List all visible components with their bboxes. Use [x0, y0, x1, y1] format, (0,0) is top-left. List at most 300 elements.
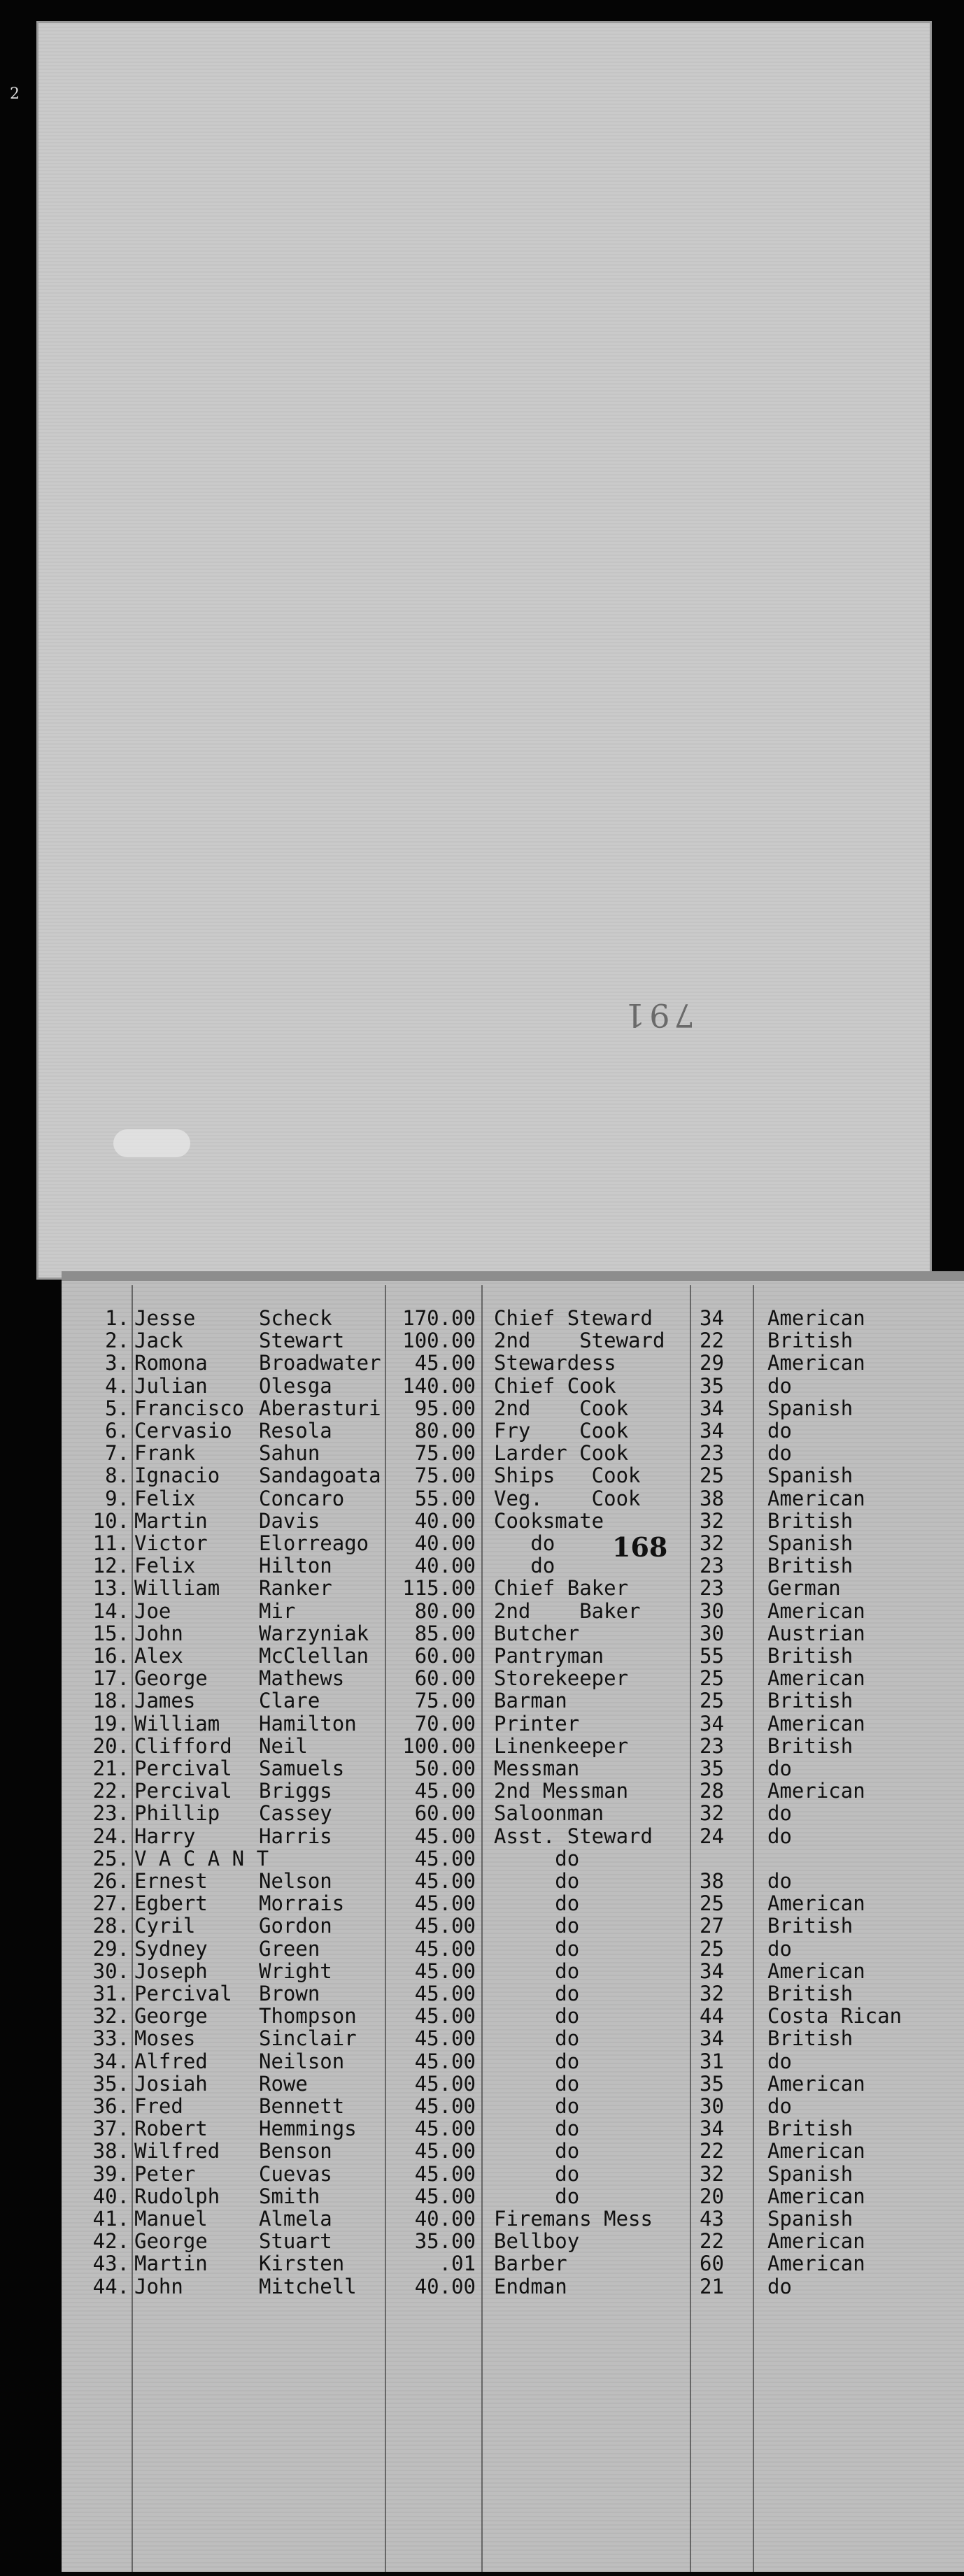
last-name-cell: McClellan — [259, 1644, 369, 1668]
wage-cell: 45.00 — [414, 1779, 476, 1803]
age-cell: 25 — [700, 1689, 724, 1713]
age-cell: 25 — [700, 1666, 724, 1691]
nationality-cell: American — [767, 1666, 865, 1691]
rating-cell: Chief Steward — [494, 1306, 653, 1330]
first-name-cell: Francisco — [134, 1396, 245, 1420]
row-number-cell: 24. — [92, 1824, 129, 1848]
wage-cell: 40.00 — [414, 1508, 476, 1533]
sheet-fold-edge — [62, 1271, 964, 1281]
rating-cell: Asst. Steward — [494, 1824, 653, 1848]
rating-cell: Cooksmate — [494, 1508, 604, 1533]
first-name-cell: Ignacio — [134, 1464, 220, 1488]
age-cell: 34 — [700, 1711, 724, 1736]
age-cell: 60 — [700, 2252, 724, 2276]
first-name-cell: Felix — [134, 1486, 196, 1510]
age-cell: 29 — [700, 1351, 724, 1375]
row-number-cell: 28. — [92, 1914, 129, 1938]
page-stamp-number: 168 — [612, 1531, 668, 1563]
wage-cell: 60.00 — [414, 1666, 476, 1691]
first-name-cell: Manuel — [134, 2207, 208, 2231]
age-cell: 30 — [700, 1598, 724, 1623]
rating-cell: Linenkeeper — [494, 1733, 629, 1758]
nationality-cell: British — [767, 2026, 853, 2051]
first-name-cell: Alex — [134, 1644, 183, 1668]
wage-cell: 45.00 — [414, 1914, 476, 1938]
rating-cell: do — [494, 1531, 555, 1555]
last-name-cell: Broadwater — [259, 1351, 381, 1375]
age-cell: 23 — [700, 1576, 724, 1601]
rating-cell: Pantryman — [494, 1644, 604, 1668]
nationality-cell: British — [767, 1689, 853, 1713]
last-name-cell: Morrais — [259, 1891, 345, 1916]
wage-cell: 170.00 — [402, 1306, 476, 1330]
age-cell: 31 — [700, 2049, 724, 2073]
last-name-cell: Sandagoata — [259, 1464, 381, 1488]
nationality-cell: do — [767, 2274, 792, 2298]
last-name-cell: Sinclair — [259, 2026, 357, 2051]
row-number-cell: 35. — [92, 2071, 129, 2096]
wage-cell: 75.00 — [414, 1689, 476, 1713]
row-number-cell: 13. — [92, 1576, 129, 1601]
column-rule — [481, 1285, 483, 2572]
first-name-cell: Percival — [134, 1756, 232, 1780]
row-number-cell: 29. — [92, 1936, 129, 1961]
folded-sheet-overlay — [36, 21, 932, 1280]
nationality-cell: American — [767, 2184, 865, 2208]
age-cell: 43 — [700, 2207, 724, 2231]
rating-cell: 2nd Steward — [494, 1329, 665, 1353]
last-name-cell: Neilson — [259, 2049, 345, 2073]
first-name-cell: Julian — [134, 1373, 208, 1398]
nationality-cell: British — [767, 2117, 853, 2141]
wage-cell: 75.00 — [414, 1464, 476, 1488]
rating-cell: do — [494, 1982, 580, 2005]
nationality-cell: British — [767, 1914, 853, 1938]
age-cell: 34 — [700, 2117, 724, 2141]
age-cell: 28 — [700, 1779, 724, 1803]
nationality-cell: British — [767, 1554, 853, 1578]
rating-cell: Barman — [494, 1689, 567, 1713]
rating-cell: Chief Cook — [494, 1373, 616, 1398]
row-number-cell: 31. — [92, 1982, 129, 2005]
rating-cell: Barber — [494, 2252, 567, 2276]
row-number-cell: 3. — [105, 1351, 129, 1375]
rating-cell: do — [494, 2049, 580, 2073]
first-name-cell: George — [134, 2004, 208, 2028]
last-name-cell: Olesga — [259, 1373, 332, 1398]
rating-cell: Storekeeper — [494, 1666, 629, 1691]
first-name-cell: James — [134, 1689, 196, 1713]
row-number-cell: 33. — [92, 2026, 129, 2051]
nationality-cell: American — [767, 2071, 865, 2096]
first-name-cell: Rudolph — [134, 2184, 220, 2208]
row-number-cell: 26. — [92, 1869, 129, 1893]
first-name-cell: George — [134, 1666, 208, 1691]
wage-cell: 45.00 — [414, 1846, 476, 1870]
last-name-cell: Elorreago — [259, 1531, 369, 1555]
last-name-cell: Concaro — [259, 1486, 345, 1510]
age-cell: 25 — [700, 1464, 724, 1488]
row-number-cell: 32. — [92, 2004, 129, 2028]
last-name-cell: Rowe — [259, 2071, 308, 2096]
last-name-cell: Aberasturi — [259, 1396, 381, 1420]
first-name-cell: John — [134, 1621, 183, 1645]
first-name-cell: John — [134, 2274, 183, 2298]
row-number-cell: 22. — [92, 1779, 129, 1803]
row-number-cell: 12. — [92, 1554, 129, 1578]
first-name-cell: Jack — [134, 1329, 183, 1353]
nationality-cell: British — [767, 1733, 853, 1758]
first-name-cell: William — [134, 1711, 220, 1736]
row-number-cell: 41. — [92, 2207, 129, 2231]
rating-cell: do — [494, 1554, 555, 1578]
first-name-cell: Fred — [134, 2094, 183, 2118]
first-name-cell: Egbert — [134, 1891, 208, 1916]
wage-cell: 45.00 — [414, 1351, 476, 1375]
first-name-cell: Romona — [134, 1351, 208, 1375]
age-cell: 35 — [700, 1373, 724, 1398]
rating-cell: do — [494, 1869, 580, 1893]
age-cell: 22 — [700, 2229, 724, 2254]
wage-cell: 45.00 — [414, 2117, 476, 2141]
wage-cell: 45.00 — [414, 2139, 476, 2163]
last-name-cell: Clare — [259, 1689, 320, 1713]
age-cell: 32 — [700, 1508, 724, 1533]
age-cell: 32 — [700, 1982, 724, 2005]
last-name-cell: Hamilton — [259, 1711, 357, 1736]
age-cell: 34 — [700, 1419, 724, 1443]
last-name-cell: Thompson — [259, 2004, 357, 2028]
row-number-cell: 11. — [92, 1531, 129, 1555]
last-name-cell: Gordon — [259, 1914, 332, 1938]
rating-cell: Saloonman — [494, 1801, 604, 1826]
rating-cell: do — [494, 1959, 580, 1983]
first-name-cell: Percival — [134, 1779, 232, 1803]
row-number-cell: 38. — [92, 2139, 129, 2163]
nationality-cell: Spanish — [767, 1396, 853, 1420]
age-cell: 34 — [700, 1306, 724, 1330]
wage-cell: 75.00 — [414, 1441, 476, 1466]
nationality-cell: do — [767, 1801, 792, 1826]
wage-cell: 45.00 — [414, 2071, 476, 2096]
rating-cell: do — [494, 1891, 580, 1916]
age-cell: 55 — [700, 1644, 724, 1668]
wage-cell: 80.00 — [414, 1419, 476, 1443]
wage-cell: 95.00 — [414, 1396, 476, 1420]
nationality-cell: British — [767, 1508, 853, 1533]
nationality-cell: do — [767, 1756, 792, 1780]
nationality-cell: Spanish — [767, 2207, 853, 2231]
rating-cell: Chief Baker — [494, 1576, 629, 1601]
last-name-cell: Resola — [259, 1419, 332, 1443]
nationality-cell: do — [767, 1936, 792, 1961]
nationality-cell: American — [767, 1959, 865, 1983]
wage-cell: 85.00 — [414, 1621, 476, 1645]
paper-stain — [113, 1129, 190, 1157]
row-number-cell: 20. — [92, 1733, 129, 1758]
row-number-cell: 42. — [92, 2229, 129, 2254]
column-rule — [385, 1285, 386, 2572]
nationality-cell: do — [767, 2094, 792, 2118]
row-number-cell: 2. — [105, 1329, 129, 1353]
last-name-cell: Cassey — [259, 1801, 332, 1826]
rating-cell: do — [494, 2139, 580, 2163]
rating-cell: Ships Cook — [494, 1464, 641, 1488]
last-name-cell: Kirsten — [259, 2252, 345, 2276]
last-name-cell: Davis — [259, 1508, 320, 1533]
nationality-cell: British — [767, 1982, 853, 2005]
row-number-cell: 36. — [92, 2094, 129, 2118]
last-name-cell: Stuart — [259, 2229, 332, 2254]
last-name-cell: Briggs — [259, 1779, 332, 1803]
wage-cell: 45.00 — [414, 1936, 476, 1961]
row-number-cell: 39. — [92, 2161, 129, 2186]
nationality-cell: American — [767, 1598, 865, 1623]
first-name-cell: Frank — [134, 1441, 196, 1466]
rating-cell: Endman — [494, 2274, 567, 2298]
nationality-cell: American — [767, 1351, 865, 1375]
nationality-cell: British — [767, 1644, 853, 1668]
first-name-cell: Moses — [134, 2026, 196, 2051]
row-number-cell: 34. — [92, 2049, 129, 2073]
row-number-cell: 5. — [105, 1396, 129, 1420]
wage-cell: 80.00 — [414, 1598, 476, 1623]
wage-cell: 40.00 — [414, 2207, 476, 2231]
rating-cell: Messman — [494, 1756, 580, 1780]
nationality-cell: do — [767, 1441, 792, 1466]
last-name-cell: Ranker — [259, 1576, 332, 1601]
last-name-cell: Green — [259, 1936, 320, 1961]
row-number-cell: 6. — [105, 1419, 129, 1443]
wage-cell: 140.00 — [402, 1373, 476, 1398]
age-cell: 24 — [700, 1824, 724, 1848]
wage-cell: 40.00 — [414, 2274, 476, 2298]
last-name-cell: Wright — [259, 1959, 332, 1983]
first-name-cell: Felix — [134, 1554, 196, 1578]
first-name-cell: Martin — [134, 1508, 208, 1533]
age-cell: 35 — [700, 1756, 724, 1780]
last-name-cell: Benson — [259, 2139, 332, 2163]
rating-cell: do — [494, 2161, 580, 2186]
last-name-cell: Neil — [259, 1733, 308, 1758]
rating-cell: do — [494, 1936, 580, 1961]
row-number-cell: 43. — [92, 2252, 129, 2276]
rating-cell: 2nd Cook — [494, 1396, 629, 1420]
first-name-cell: Phillip — [134, 1801, 220, 1826]
first-name-cell: Cervasio — [134, 1419, 232, 1443]
row-number-cell: 19. — [92, 1711, 129, 1736]
wage-cell: .01 — [439, 2252, 476, 2276]
wage-cell: 45.00 — [414, 1824, 476, 1848]
last-name-cell: Mitchell — [259, 2274, 357, 2298]
first-name-cell: Victor — [134, 1531, 208, 1555]
wage-cell: 70.00 — [414, 1711, 476, 1736]
rating-cell: Stewardess — [494, 1351, 616, 1375]
first-name-cell: Wilfred — [134, 2139, 220, 2163]
nationality-cell: American — [767, 2252, 865, 2276]
age-cell: 34 — [700, 1959, 724, 1983]
row-number-cell: 23. — [92, 1801, 129, 1826]
last-name-cell: Samuels — [259, 1756, 345, 1780]
first-name-cell: Clifford — [134, 1733, 232, 1758]
rating-cell: Fry Cook — [494, 1419, 629, 1443]
rating-cell: Larder Cook — [494, 1441, 629, 1466]
row-number-cell: 25. — [92, 1846, 129, 1870]
row-number-cell: 4. — [105, 1373, 129, 1398]
corner-page-mark: 2 — [10, 85, 20, 103]
wage-cell: 45.00 — [414, 2004, 476, 2028]
last-name-cell: Hemmings — [259, 2117, 357, 2141]
first-name-cell: Martin — [134, 2252, 208, 2276]
rating-cell: do — [494, 1846, 580, 1870]
first-name-cell: George — [134, 2229, 208, 2254]
rating-cell: 2nd Messman — [494, 1779, 629, 1803]
first-name-cell: William — [134, 1576, 220, 1601]
nationality-cell: Spanish — [767, 1464, 853, 1488]
nationality-cell: Spanish — [767, 2161, 853, 2186]
first-name-cell: Ernest — [134, 1869, 208, 1893]
row-number-cell: 9. — [105, 1486, 129, 1510]
last-name-cell: Nelson — [259, 1869, 332, 1893]
nationality-cell: American — [767, 1779, 865, 1803]
nationality-cell: do — [767, 1419, 792, 1443]
age-cell: 30 — [700, 2094, 724, 2118]
row-number-cell: 27. — [92, 1891, 129, 1916]
wage-cell: 100.00 — [402, 1329, 476, 1353]
age-cell: 32 — [700, 1801, 724, 1826]
nationality-cell: American — [767, 1306, 865, 1330]
last-name-cell: Cuevas — [259, 2161, 332, 2186]
last-name-cell: Bennett — [259, 2094, 345, 2118]
age-cell: 23 — [700, 1554, 724, 1578]
nationality-cell: do — [767, 1869, 792, 1893]
last-name-cell: Smith — [259, 2184, 320, 2208]
wage-cell: 50.00 — [414, 1756, 476, 1780]
rating-cell: Bellboy — [494, 2229, 580, 2254]
row-number-cell: 15. — [92, 1621, 129, 1645]
age-cell: 34 — [700, 2026, 724, 2051]
age-cell: 23 — [700, 1733, 724, 1758]
last-name-cell: Warzyniak — [259, 1621, 369, 1645]
wage-cell: 45.00 — [414, 2161, 476, 2186]
row-number-cell: 37. — [92, 2117, 129, 2141]
last-name-cell: Mathews — [259, 1666, 345, 1691]
wage-cell: 45.00 — [414, 2184, 476, 2208]
row-number-cell: 10. — [92, 1508, 129, 1533]
wage-cell: 45.00 — [414, 1891, 476, 1916]
row-number-cell: 1. — [105, 1306, 129, 1330]
rating-cell: do — [494, 2117, 580, 2141]
rating-cell: Printer — [494, 1711, 580, 1736]
ghost-page-number: 791 — [621, 996, 695, 1034]
first-name-cell: Joseph — [134, 1959, 208, 1983]
row-number-cell: 17. — [92, 1666, 129, 1691]
rating-cell: do — [494, 2071, 580, 2096]
rating-cell: do — [494, 2004, 580, 2028]
last-name-cell: Sahun — [259, 1441, 320, 1466]
row-number-cell: 7. — [105, 1441, 129, 1466]
row-number-cell: 44. — [92, 2274, 129, 2298]
wage-cell: 40.00 — [414, 1554, 476, 1578]
age-cell: 32 — [700, 2161, 724, 2186]
first-name-cell: Cyril — [134, 1914, 196, 1938]
rating-cell: Butcher — [494, 1621, 580, 1645]
wage-cell: 60.00 — [414, 1644, 476, 1668]
nationality-cell: German — [767, 1576, 841, 1601]
wage-cell: 40.00 — [414, 1531, 476, 1555]
last-name-cell: Mir — [259, 1598, 296, 1623]
last-name-cell: Brown — [259, 1982, 320, 2005]
wage-cell: 45.00 — [414, 1982, 476, 2005]
first-name-cell: Jesse — [134, 1306, 196, 1330]
row-number-cell: 21. — [92, 1756, 129, 1780]
wage-cell: 45.00 — [414, 2094, 476, 2118]
rating-cell: do — [494, 1914, 580, 1938]
age-cell: 38 — [700, 1486, 724, 1510]
row-number-cell: 16. — [92, 1644, 129, 1668]
first-name-cell: Harry — [134, 1824, 196, 1848]
wage-cell: 45.00 — [414, 1869, 476, 1893]
age-cell: 23 — [700, 1441, 724, 1466]
first-name-cell: Percival — [134, 1982, 232, 2005]
rating-cell: Veg. Cook — [494, 1486, 641, 1510]
wage-cell: 100.00 — [402, 1733, 476, 1758]
age-cell: 20 — [700, 2184, 724, 2208]
age-cell: 21 — [700, 2274, 724, 2298]
column-rule — [132, 1285, 133, 2572]
first-name-cell: Josiah — [134, 2071, 208, 2096]
age-cell: 34 — [700, 1396, 724, 1420]
nationality-cell: do — [767, 1373, 792, 1398]
nationality-cell: American — [767, 1486, 865, 1510]
age-cell: 27 — [700, 1914, 724, 1938]
nationality-cell: Austrian — [767, 1621, 865, 1645]
row-number-cell: 40. — [92, 2184, 129, 2208]
wage-cell: 45.00 — [414, 1959, 476, 1983]
nationality-cell: American — [767, 2139, 865, 2163]
column-rule — [690, 1285, 691, 2572]
row-number-cell: 14. — [92, 1598, 129, 1623]
age-cell: 35 — [700, 2071, 724, 2096]
nationality-cell: do — [767, 2049, 792, 2073]
age-cell: 38 — [700, 1869, 724, 1893]
last-name-cell: Scheck — [259, 1306, 332, 1330]
age-cell: 25 — [700, 1891, 724, 1916]
first-name-cell: V A C A N T — [134, 1846, 269, 1870]
age-cell: 30 — [700, 1621, 724, 1645]
nationality-cell: do — [767, 1824, 792, 1848]
row-number-cell: 18. — [92, 1689, 129, 1713]
last-name-cell: Stewart — [259, 1329, 345, 1353]
column-rule — [753, 1285, 754, 2572]
first-name-cell: Robert — [134, 2117, 208, 2141]
last-name-cell: Hilton — [259, 1554, 332, 1578]
first-name-cell: Sydney — [134, 1936, 208, 1961]
rating-cell: do — [494, 2094, 580, 2118]
age-cell: 22 — [700, 1329, 724, 1353]
age-cell: 32 — [700, 1531, 724, 1555]
last-name-cell: Almela — [259, 2207, 332, 2231]
wage-cell: 60.00 — [414, 1801, 476, 1826]
nationality-cell: British — [767, 1329, 853, 1353]
nationality-cell: Costa Rican — [767, 2004, 902, 2028]
wage-cell: 55.00 — [414, 1486, 476, 1510]
rating-cell: Firemans Mess — [494, 2207, 653, 2231]
wage-cell: 45.00 — [414, 2026, 476, 2051]
last-name-cell: Harris — [259, 1824, 332, 1848]
rating-cell: do — [494, 2026, 580, 2051]
age-cell: 22 — [700, 2139, 724, 2163]
